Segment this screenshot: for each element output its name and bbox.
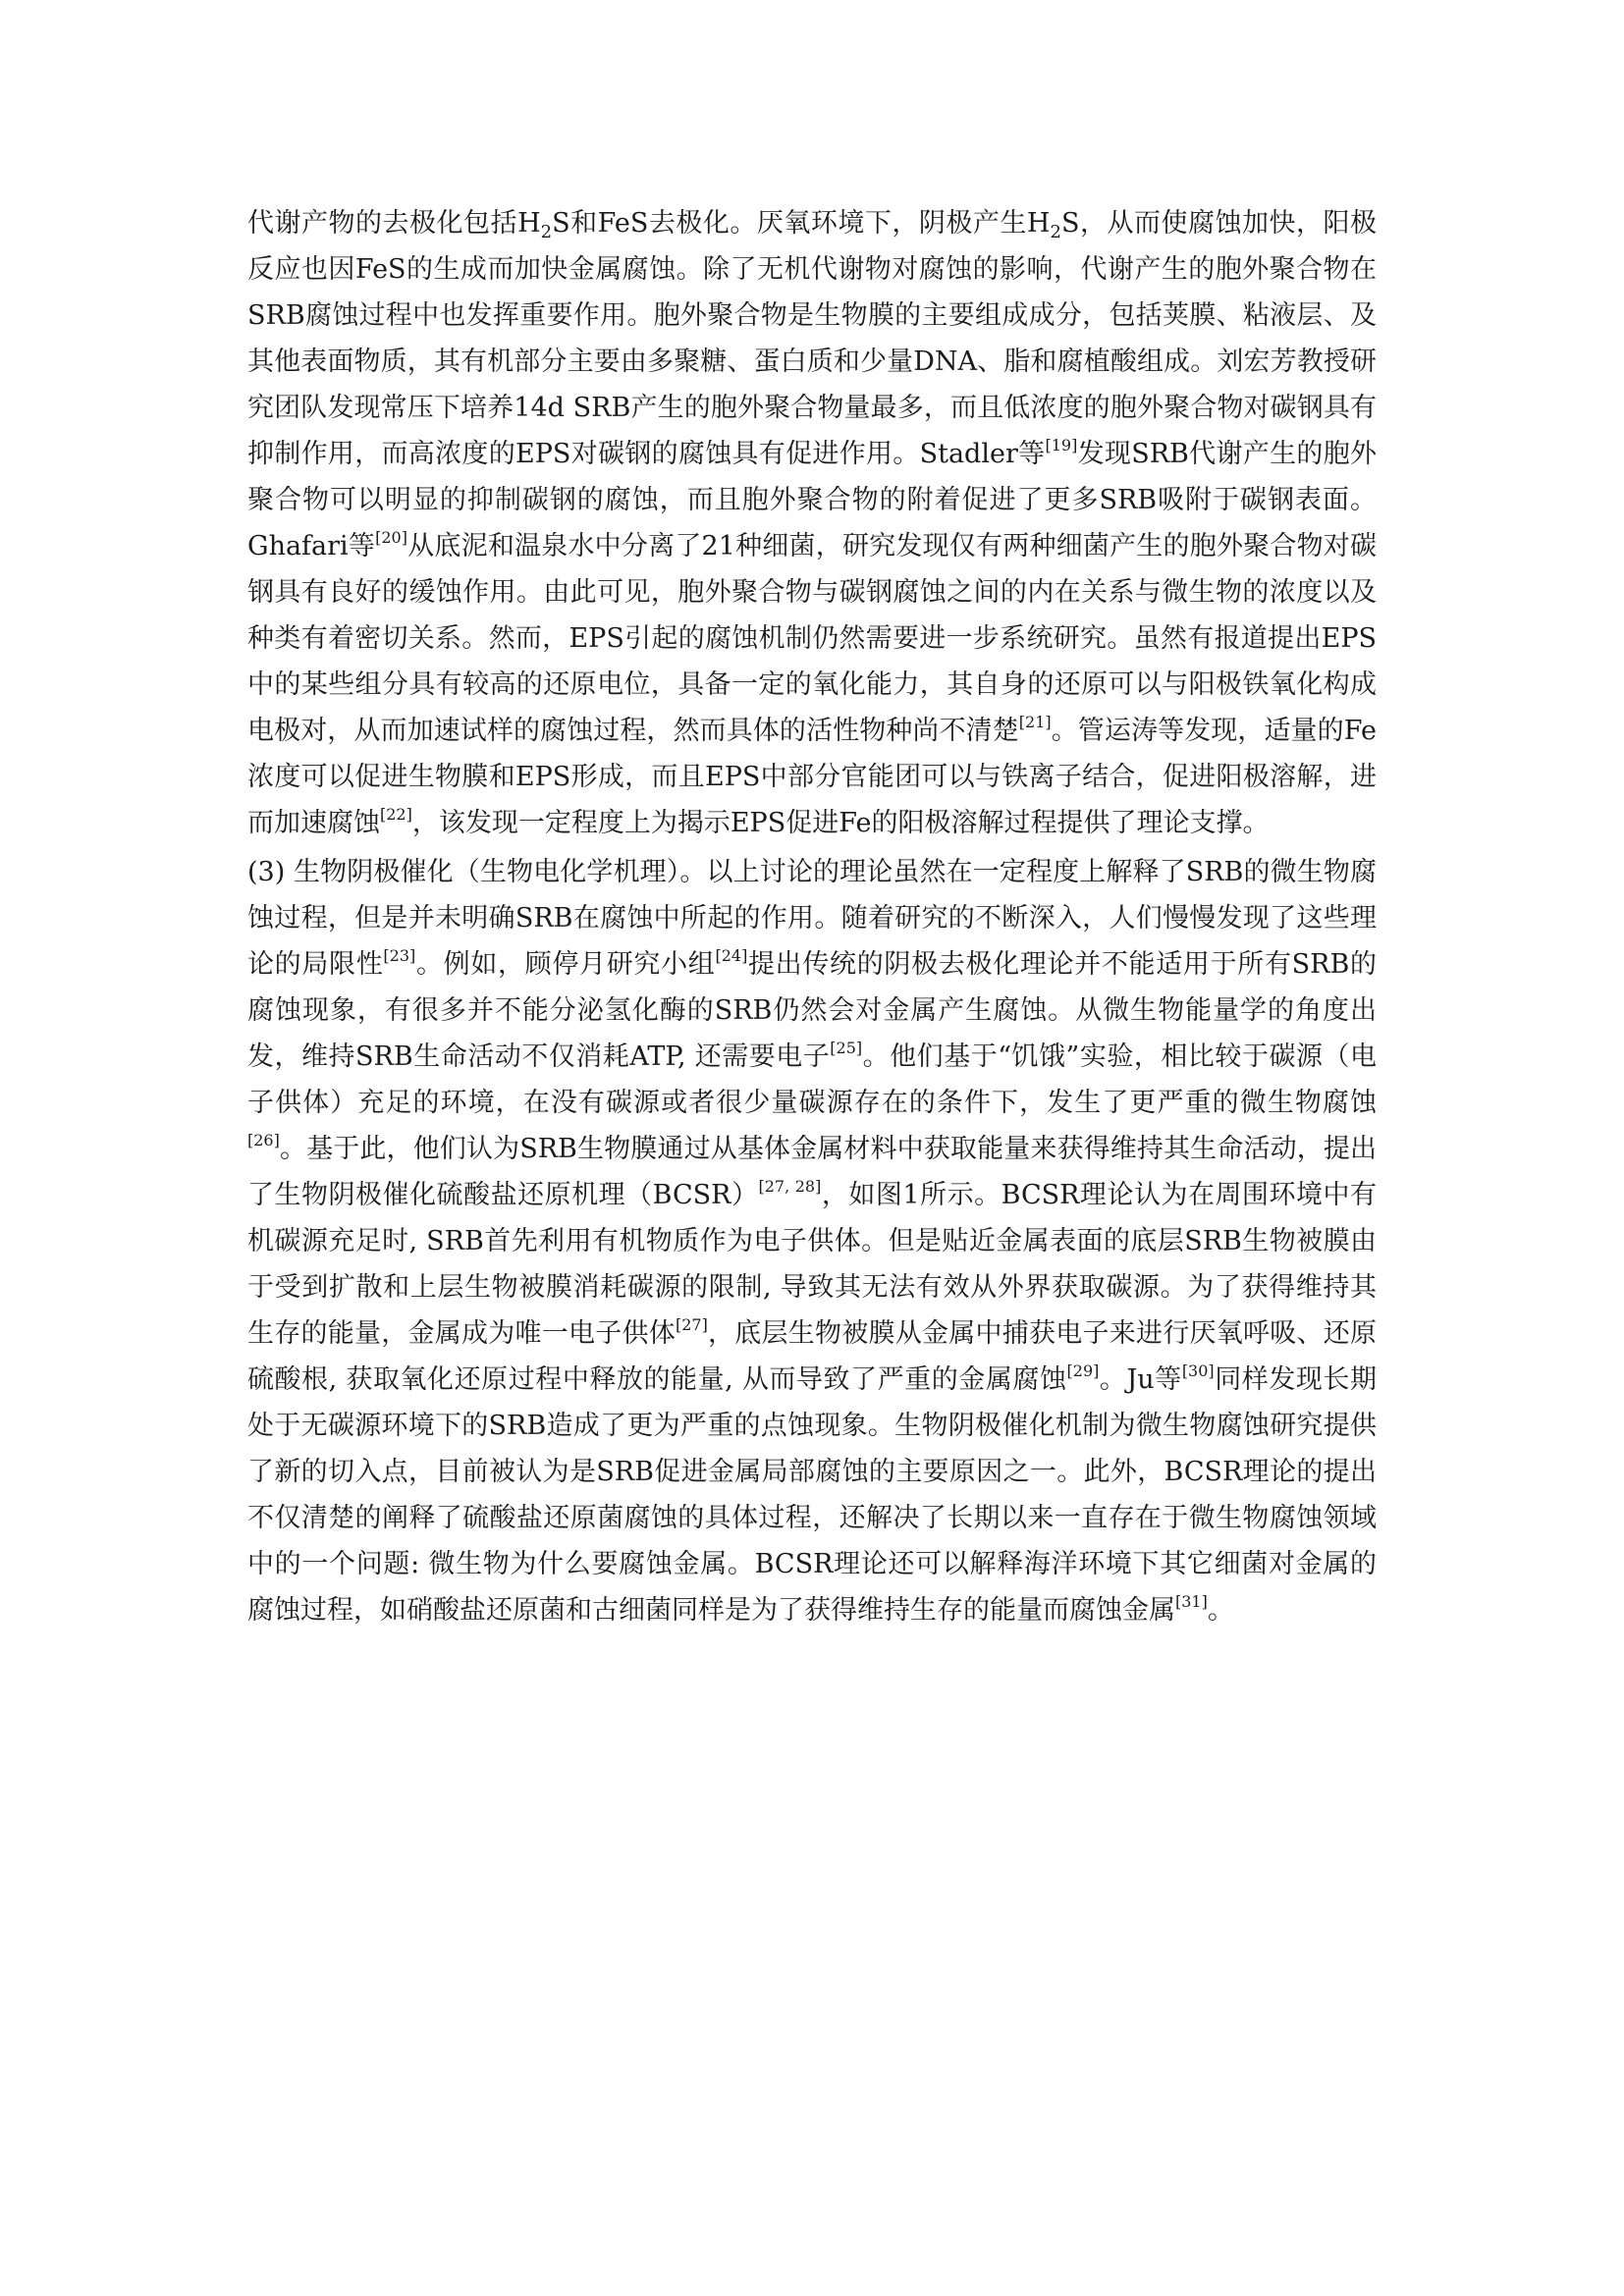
text-run: 从底泥和温泉水中分离了21种细菌，研究发现仅有两种细菌产生的胞外聚合物对碳钢具有良好的缓蚀作用。由此可见，胞外聚合物与碳钢腐蚀之间的内在关系与微生物的浓度以及种类有着密切关系。然而，EPS引起的腐蚀机制仍然需要进一步系统研究。虽然有报道提出EPS中的某些组分具有较高的还原电位，具备一定的氧化能力，其自身的还原可以与阳极铁氧化构成电极对，从而加速试样的腐蚀过程，然而具体的活性物种尚不清楚 xyxy=(247,531,1378,746)
citation-ref: [22] xyxy=(380,805,412,824)
text-run: 。 xyxy=(1207,1595,1234,1626)
text-run: S，从而使腐蚀加快，阳极反应也因FeS的生成而加快金属腐蚀。除了无机代谢物对腐蚀的影响，代谢产生的胞外聚合物在SRB腐蚀过程中也发挥重要作用。胞外聚合物是生物膜的主要组成成分，包括荚膜、粘液层、及其他表面物质，其有机部分主要由多聚糖、蛋白质和少量DNA、脂和腐植酸组成。刘宏芳教授研究团队发现常压下培养14d SRB产生的胞外聚合物量最多，而且低浓度的胞外聚合物对碳钢具有抑制作用，而高浓度的EPS对碳钢的腐蚀具有促进作用。Stadler等 xyxy=(247,208,1378,469)
citation-ref: [20] xyxy=(375,528,407,547)
paragraph-eps-mechanism xyxy=(247,200,1377,846)
text-run: 。Ju等 xyxy=(1099,1364,1182,1395)
text-run: 。管运涛等发现，适量的Fe浓度可以促进生物膜和EPS形成，而且EPS中部分官能团可以与铁离子结合，促进阳极溶解，进而加速腐蚀 xyxy=(247,716,1377,838)
subscript: 2 xyxy=(1050,222,1061,242)
citation-ref: [26] xyxy=(247,1131,280,1149)
citation-ref: [24] xyxy=(715,946,748,965)
citation-ref: [30] xyxy=(1181,1362,1215,1380)
text-run: 代谢产物的去极化包括H xyxy=(247,208,541,239)
text-run: ，该发现一定程度上为揭示EPS促进Fe的阳极溶解过程提供了理论支撑。 xyxy=(411,808,1270,838)
citation-ref: [21] xyxy=(1018,713,1052,731)
citation-ref: [29] xyxy=(1066,1362,1100,1380)
citation-ref: [25] xyxy=(830,1039,863,1057)
text-run: 发现SRB代谢产生的胞外聚合物可以明显的抑制碳钢的腐蚀，而且胞外聚合物的附着促进了更多SRB吸附于碳钢表面。Ghafari等 xyxy=(247,439,1377,561)
text-run: 提出传统的阴极去极化理论并不能适用于所有SRB的腐蚀现象，有很多并不能分泌氢化酶的SRB仍然会对金属产生腐蚀。从微生物能量学的角度出发，维持SRB生命活动不仅消耗ATP, 还需要电子 xyxy=(247,949,1378,1072)
body-text xyxy=(247,200,1377,1633)
citation-ref: [23] xyxy=(383,946,416,965)
citation-ref: [27] xyxy=(675,1315,708,1334)
text-run: 同样发现长期处于无碳源环境下的SRB造成了更为严重的点蚀现象。生物阴极催化机制为微生物腐蚀研究提供了新的切入点，目前被认为是SRB促进金属局部腐蚀的主要原因之一。此外，BCSR理论的提出不仅清楚的阐释了硫酸盐还原菌腐蚀的具体过程，还解决了长期以来一直存在于微生物腐蚀领域中的一个问题: 微生物为什么要腐蚀金属。BCSR理论还可以解释海洋环境下其它细菌对金属的腐蚀过程，如硝酸盐还原菌和古细菌同样是为了获得维持生存的能量而腐蚀金属 xyxy=(247,1364,1377,1626)
text-run: (3) 生物阴极催化（生物电化学机理）。以上讨论的理论虽然在一定程度上解释了SRB的微生物腐蚀过程，但是并未明确SRB在腐蚀中所起的作用。随着研究的不断深入，人们慢慢发现了这些理论的局限性 xyxy=(247,857,1377,980)
citation-ref: [27, 28] xyxy=(758,1177,822,1196)
subscript: 2 xyxy=(540,222,553,242)
citation-ref: [31] xyxy=(1175,1592,1208,1611)
paragraph-biocathode-catalysis xyxy=(247,849,1377,1633)
text-run: 。例如，顾停月研究小组 xyxy=(415,949,716,980)
text-run: ，底层生物被膜从金属中捕获电子来进行厌氧呼吸、还原硫酸根, 获取氧化还原过程中释放的能量, 从而导致了严重的金属腐蚀 xyxy=(247,1318,1378,1395)
text-run: S和FeS去极化。厌氧环境下，阴极产生H xyxy=(552,208,1051,239)
text-run: 。基于此，他们认为SRB生物膜通过从基体金属材料中获取能量来获得维持其生命活动，提出了生物阴极催化硫酸盐还原机理（BCSR） xyxy=(247,1134,1377,1210)
text-run: ，如图1所示。BCSR理论认为在周围环境中有机碳源充足时, SRB首先利用有机物质作为电子供体。但是贴近金属表面的底层SRB生物被膜由于受到扩散和上层生物被膜消耗碳源的限制, 导致其无法有效从外界获取碳源。为了获得维持其生存的能量，金属成为唯一电子供体 xyxy=(247,1180,1378,1349)
citation-ref: [19] xyxy=(1045,436,1078,454)
text-run: 。他们基于“饥饿”实验，相比较于碳源（电子供体）充足的环境，在没有碳源或者很少量碳源存在的条件下，发生了更严重的微生物腐蚀 xyxy=(247,1041,1377,1118)
